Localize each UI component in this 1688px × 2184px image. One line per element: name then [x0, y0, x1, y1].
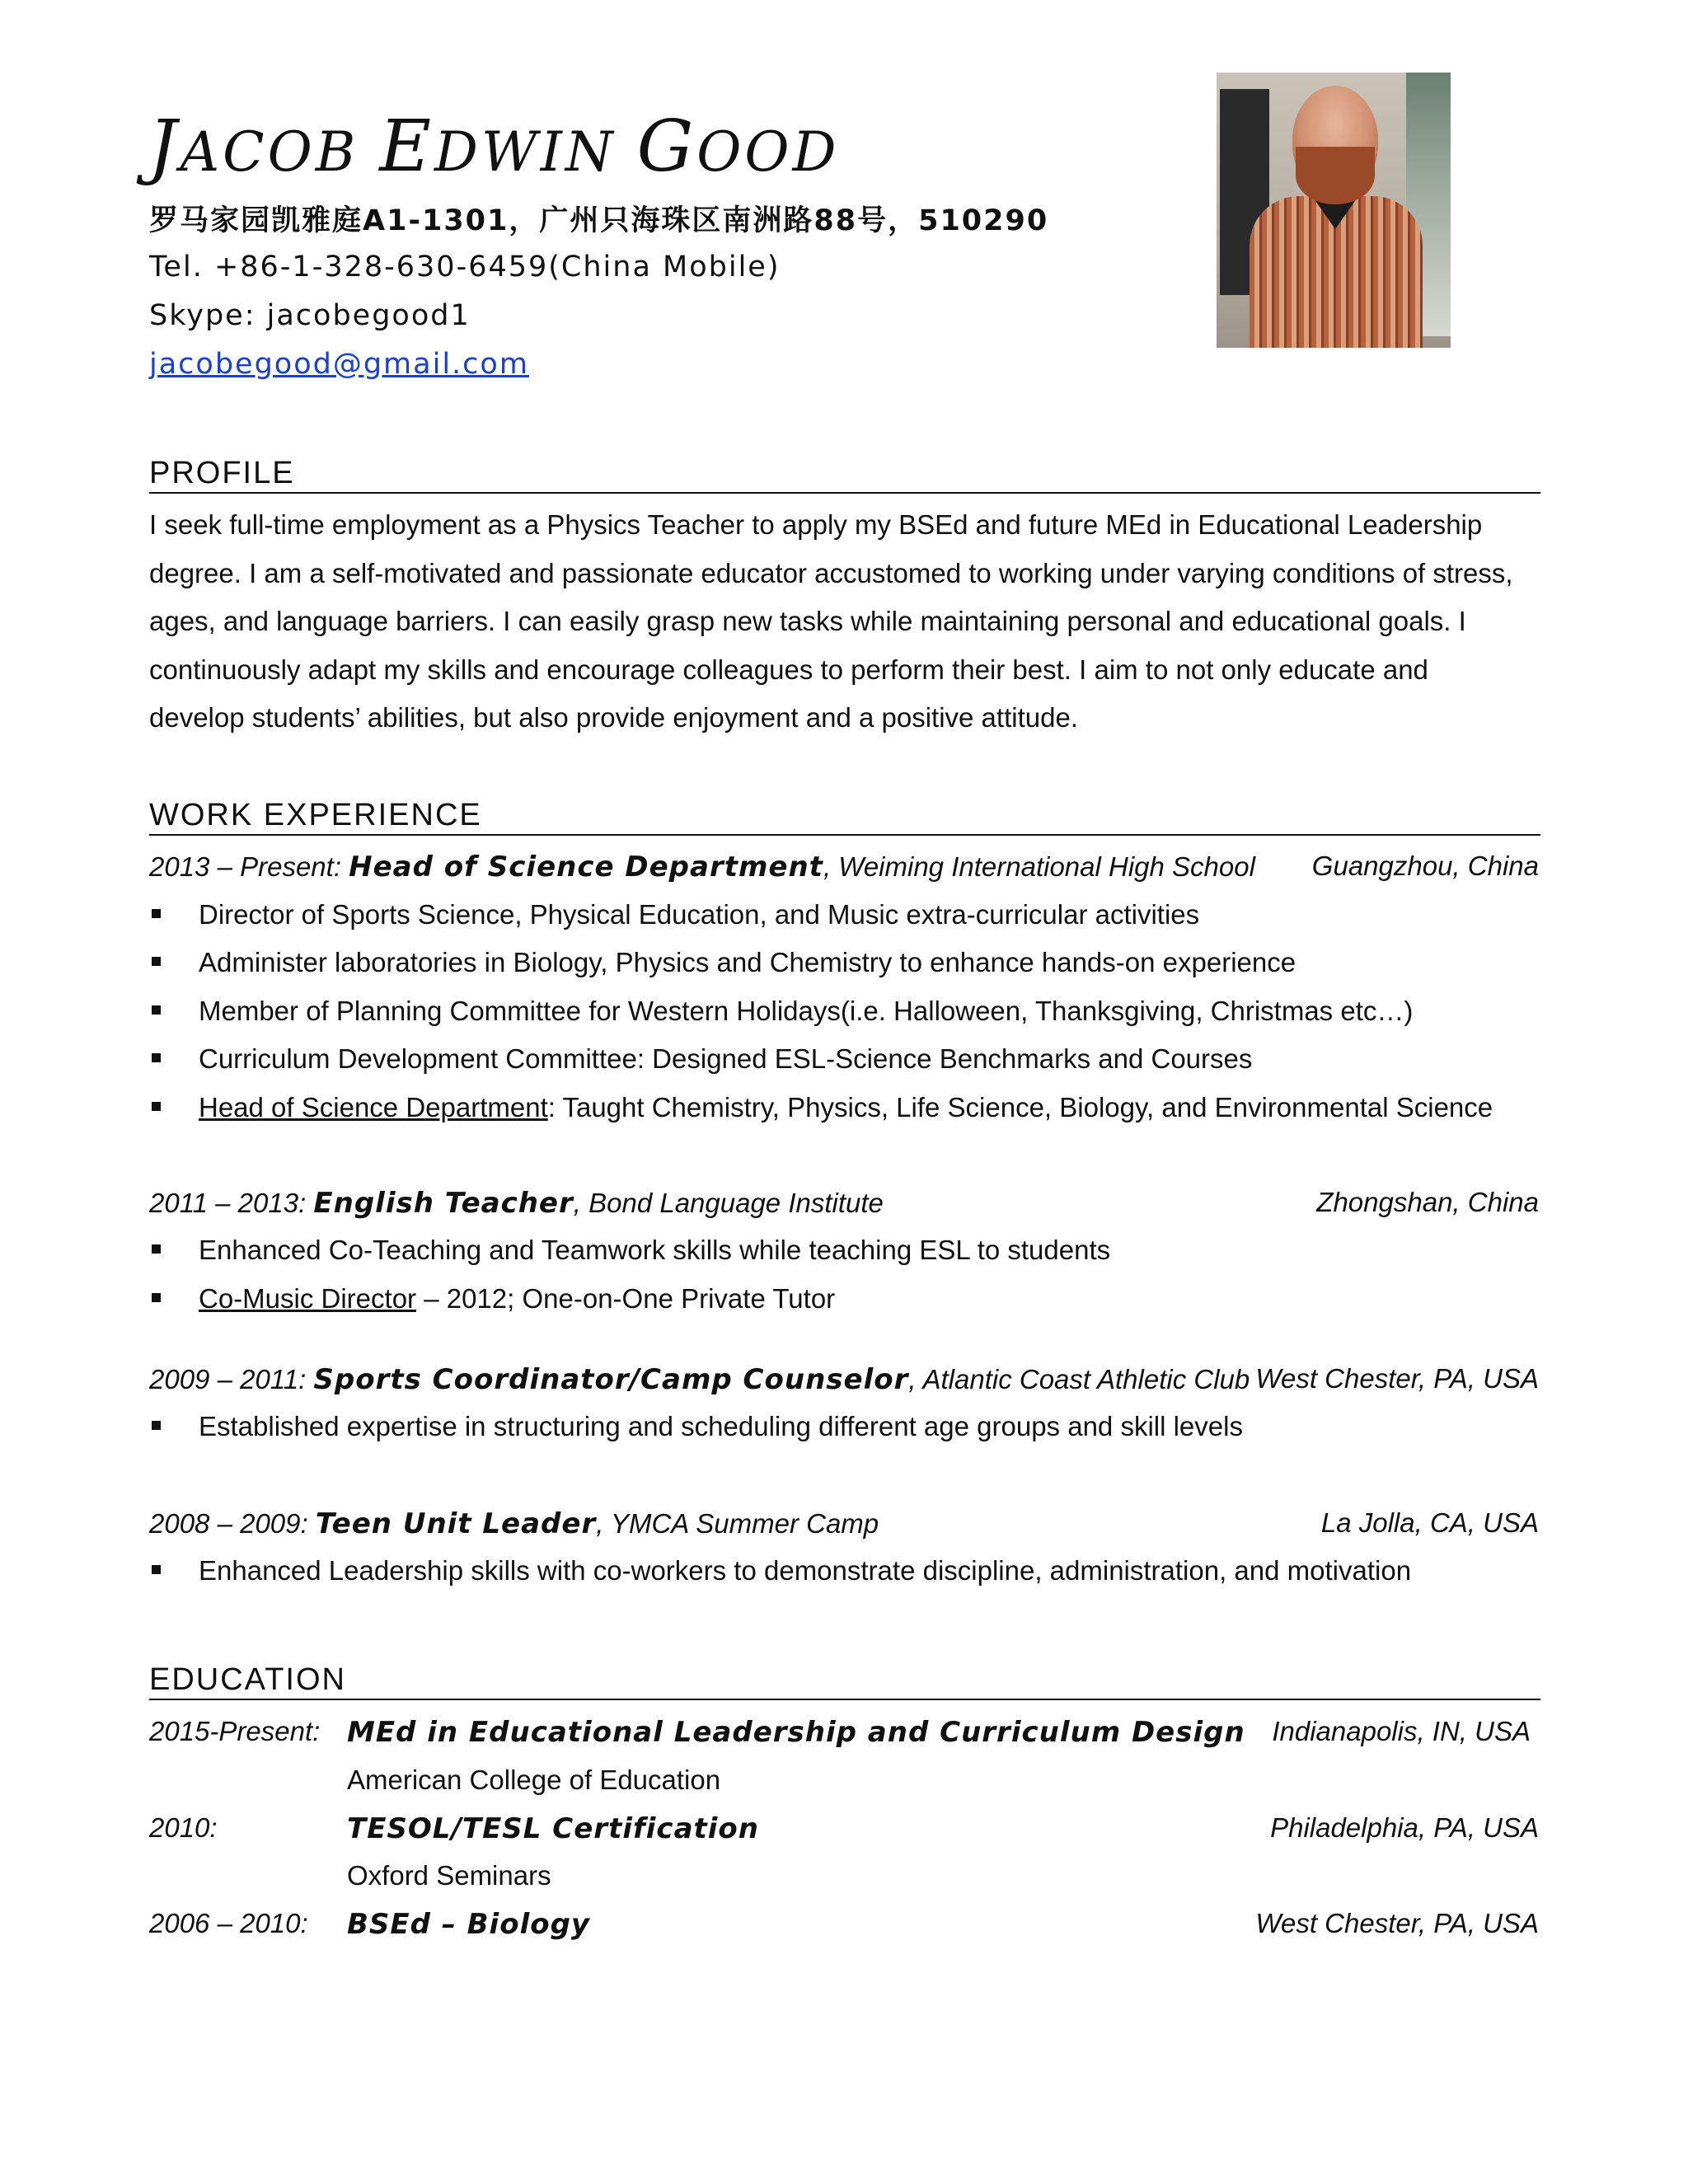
- job-dates: 2008 – 2009:: [149, 1508, 316, 1539]
- bullet-icon: [152, 1293, 161, 1302]
- bullet-text: [199, 1092, 1493, 1123]
- education-location: Indianapolis, IN, USA: [1272, 1716, 1531, 1746]
- education-degree: TESOL/TESL Certification: [347, 1812, 759, 1845]
- bullet-text: Curriculum Development Committee: Designed ESL-Science Benchmarks and Courses: [199, 1043, 1253, 1074]
- profile-text: [149, 501, 1542, 743]
- bullet-icon: [152, 909, 161, 918]
- education-school: American College of Education: [347, 1765, 721, 1795]
- work-divider: [149, 834, 1540, 836]
- education-entry: [149, 1908, 1539, 1944]
- bullet-icon: [152, 1565, 161, 1574]
- profile-line: degree. I am a self-motivated and passionate educator accustomed to working under varying conditions of stress,: [149, 557, 1513, 588]
- education-date: 2015-Present:: [149, 1716, 321, 1746]
- bullet-text: Member of Planning Committee for Western Holidays(i.e. Halloween, Thanksgiving, Christmas etc…): [199, 996, 1414, 1026]
- bullet-icon: [152, 1421, 161, 1430]
- bullet-underlined: Head of Science Department: [199, 1092, 548, 1122]
- bullet-text: Director of Sports Science, Physical Education, and Music extra-curricular activities: [199, 899, 1200, 930]
- name-initial: G: [636, 105, 697, 188]
- job-role: Sports Coordinator/Camp Counselor: [313, 1363, 909, 1396]
- bullet-rest: – 2012; One-on-One Private Tutor: [416, 1283, 836, 1314]
- job-dates: 2013 – Present:: [149, 851, 349, 882]
- job-organization: , Weiming International High School: [823, 851, 1255, 882]
- address-line: 罗马家园凯雅庭A1-1301，广州只海珠区南洲路88号，510290: [149, 204, 1049, 237]
- job-header: [149, 1363, 1539, 1399]
- job-title-line: [149, 1507, 879, 1540]
- bullet-icon: [152, 1005, 161, 1015]
- skype-line: Skype: jacobegood1: [149, 299, 471, 332]
- bullet-icon: [152, 1053, 161, 1062]
- education-location: West Chester, PA, USA: [1255, 1908, 1539, 1938]
- profile-divider: [149, 492, 1540, 494]
- bullet-text: Administer laboratories in Biology, Physics and Chemistry to enhance hands-on experience: [199, 947, 1296, 977]
- profile-line: continuously adapt my skills and encourage colleagues to perform their best. I aim to not only educate and: [149, 654, 1428, 685]
- profile-line: develop students’ abilities, but also provide enjoyment and a positive attitude.: [149, 702, 1078, 733]
- profile-heading: PROFILE: [149, 456, 295, 490]
- job-organization: , Atlantic Coast Athletic Club: [908, 1364, 1250, 1394]
- job-organization: , YMCA Summer Camp: [596, 1508, 879, 1539]
- education-date: 2010:: [149, 1812, 218, 1843]
- education-location: Philadelphia, PA, USA: [1270, 1812, 1539, 1843]
- email-link[interactable]: jacobegood@gmail.com: [149, 348, 529, 381]
- education-date: 2006 – 2010:: [149, 1908, 308, 1938]
- education-entry: [149, 1812, 1539, 1849]
- job-role: English Teacher: [313, 1187, 574, 1220]
- name-initial: E: [379, 105, 435, 188]
- job-location: La Jolla, CA, USA: [1320, 1507, 1539, 1538]
- bullet-icon: [152, 1102, 161, 1111]
- job-location: West Chester, PA, USA: [1255, 1363, 1539, 1394]
- work-heading: WORK EXPERIENCE: [149, 798, 482, 832]
- name-part: DWIN: [434, 120, 637, 184]
- profile-line: I seek full-time employment as a Physics Teacher to apply my BSEd and future MEd in Educational Leadership: [149, 509, 1483, 540]
- job-header: [149, 1507, 1539, 1544]
- profile-line: ages, and language barriers. I can easily grasp new tasks while maintaining personal and educational goals. I: [149, 606, 1466, 636]
- bullet-underlined: Co-Music Director: [199, 1283, 417, 1314]
- education-entry: [149, 1716, 1539, 1752]
- bullet-icon: [152, 1244, 161, 1254]
- job-dates: 2009 – 2011:: [149, 1364, 314, 1394]
- education-school: Oxford Seminars: [347, 1860, 551, 1891]
- job-dates: 2011 – 2013:: [149, 1188, 314, 1218]
- education-divider: [149, 1699, 1540, 1700]
- candidate-name: [148, 105, 839, 188]
- education-heading: EDUCATION: [149, 1662, 346, 1697]
- bullet-text: Enhanced Leadership skills with co-workers to demonstrate discipline, administration, and motivation: [199, 1555, 1412, 1586]
- education-degree: MEd in Educational Leadership and Curriculum Design: [347, 1716, 1245, 1749]
- photo-beard: [1296, 147, 1375, 204]
- name-initial: J: [148, 105, 181, 188]
- name-part: OOD: [696, 120, 840, 184]
- job-organization: , Bond Language Institute: [573, 1188, 884, 1218]
- bullet-rest: : Taught Chemistry, Physics, Life Science, Biology, and Environmental Science: [547, 1092, 1493, 1122]
- bullet-text: Established expertise in structuring and scheduling different age groups and skill levels: [199, 1411, 1243, 1441]
- profile-photo: [1217, 73, 1451, 348]
- job-header: [149, 851, 1539, 887]
- job-title-line: [149, 851, 1255, 883]
- job-location: Guangzhou, China: [1311, 851, 1539, 881]
- job-role: Teen Unit Leader: [315, 1507, 597, 1540]
- name-part: ACOB: [180, 120, 380, 184]
- job-title-line: [149, 1187, 884, 1220]
- education-degree: BSEd – Biology: [347, 1908, 591, 1941]
- phone-line: Tel. +86-1-328-630-6459(China Mobile): [149, 251, 781, 284]
- job-header: [149, 1187, 1539, 1223]
- job-title-line: [149, 1363, 1250, 1396]
- job-location: Zhongshan, China: [1316, 1187, 1539, 1217]
- bullet-text: Enhanced Co-Teaching and Teamwork skills while teaching ESL to students: [199, 1235, 1111, 1265]
- job-role: Head of Science Department: [349, 851, 823, 883]
- bullet-text: [199, 1283, 835, 1315]
- bullet-icon: [152, 957, 161, 966]
